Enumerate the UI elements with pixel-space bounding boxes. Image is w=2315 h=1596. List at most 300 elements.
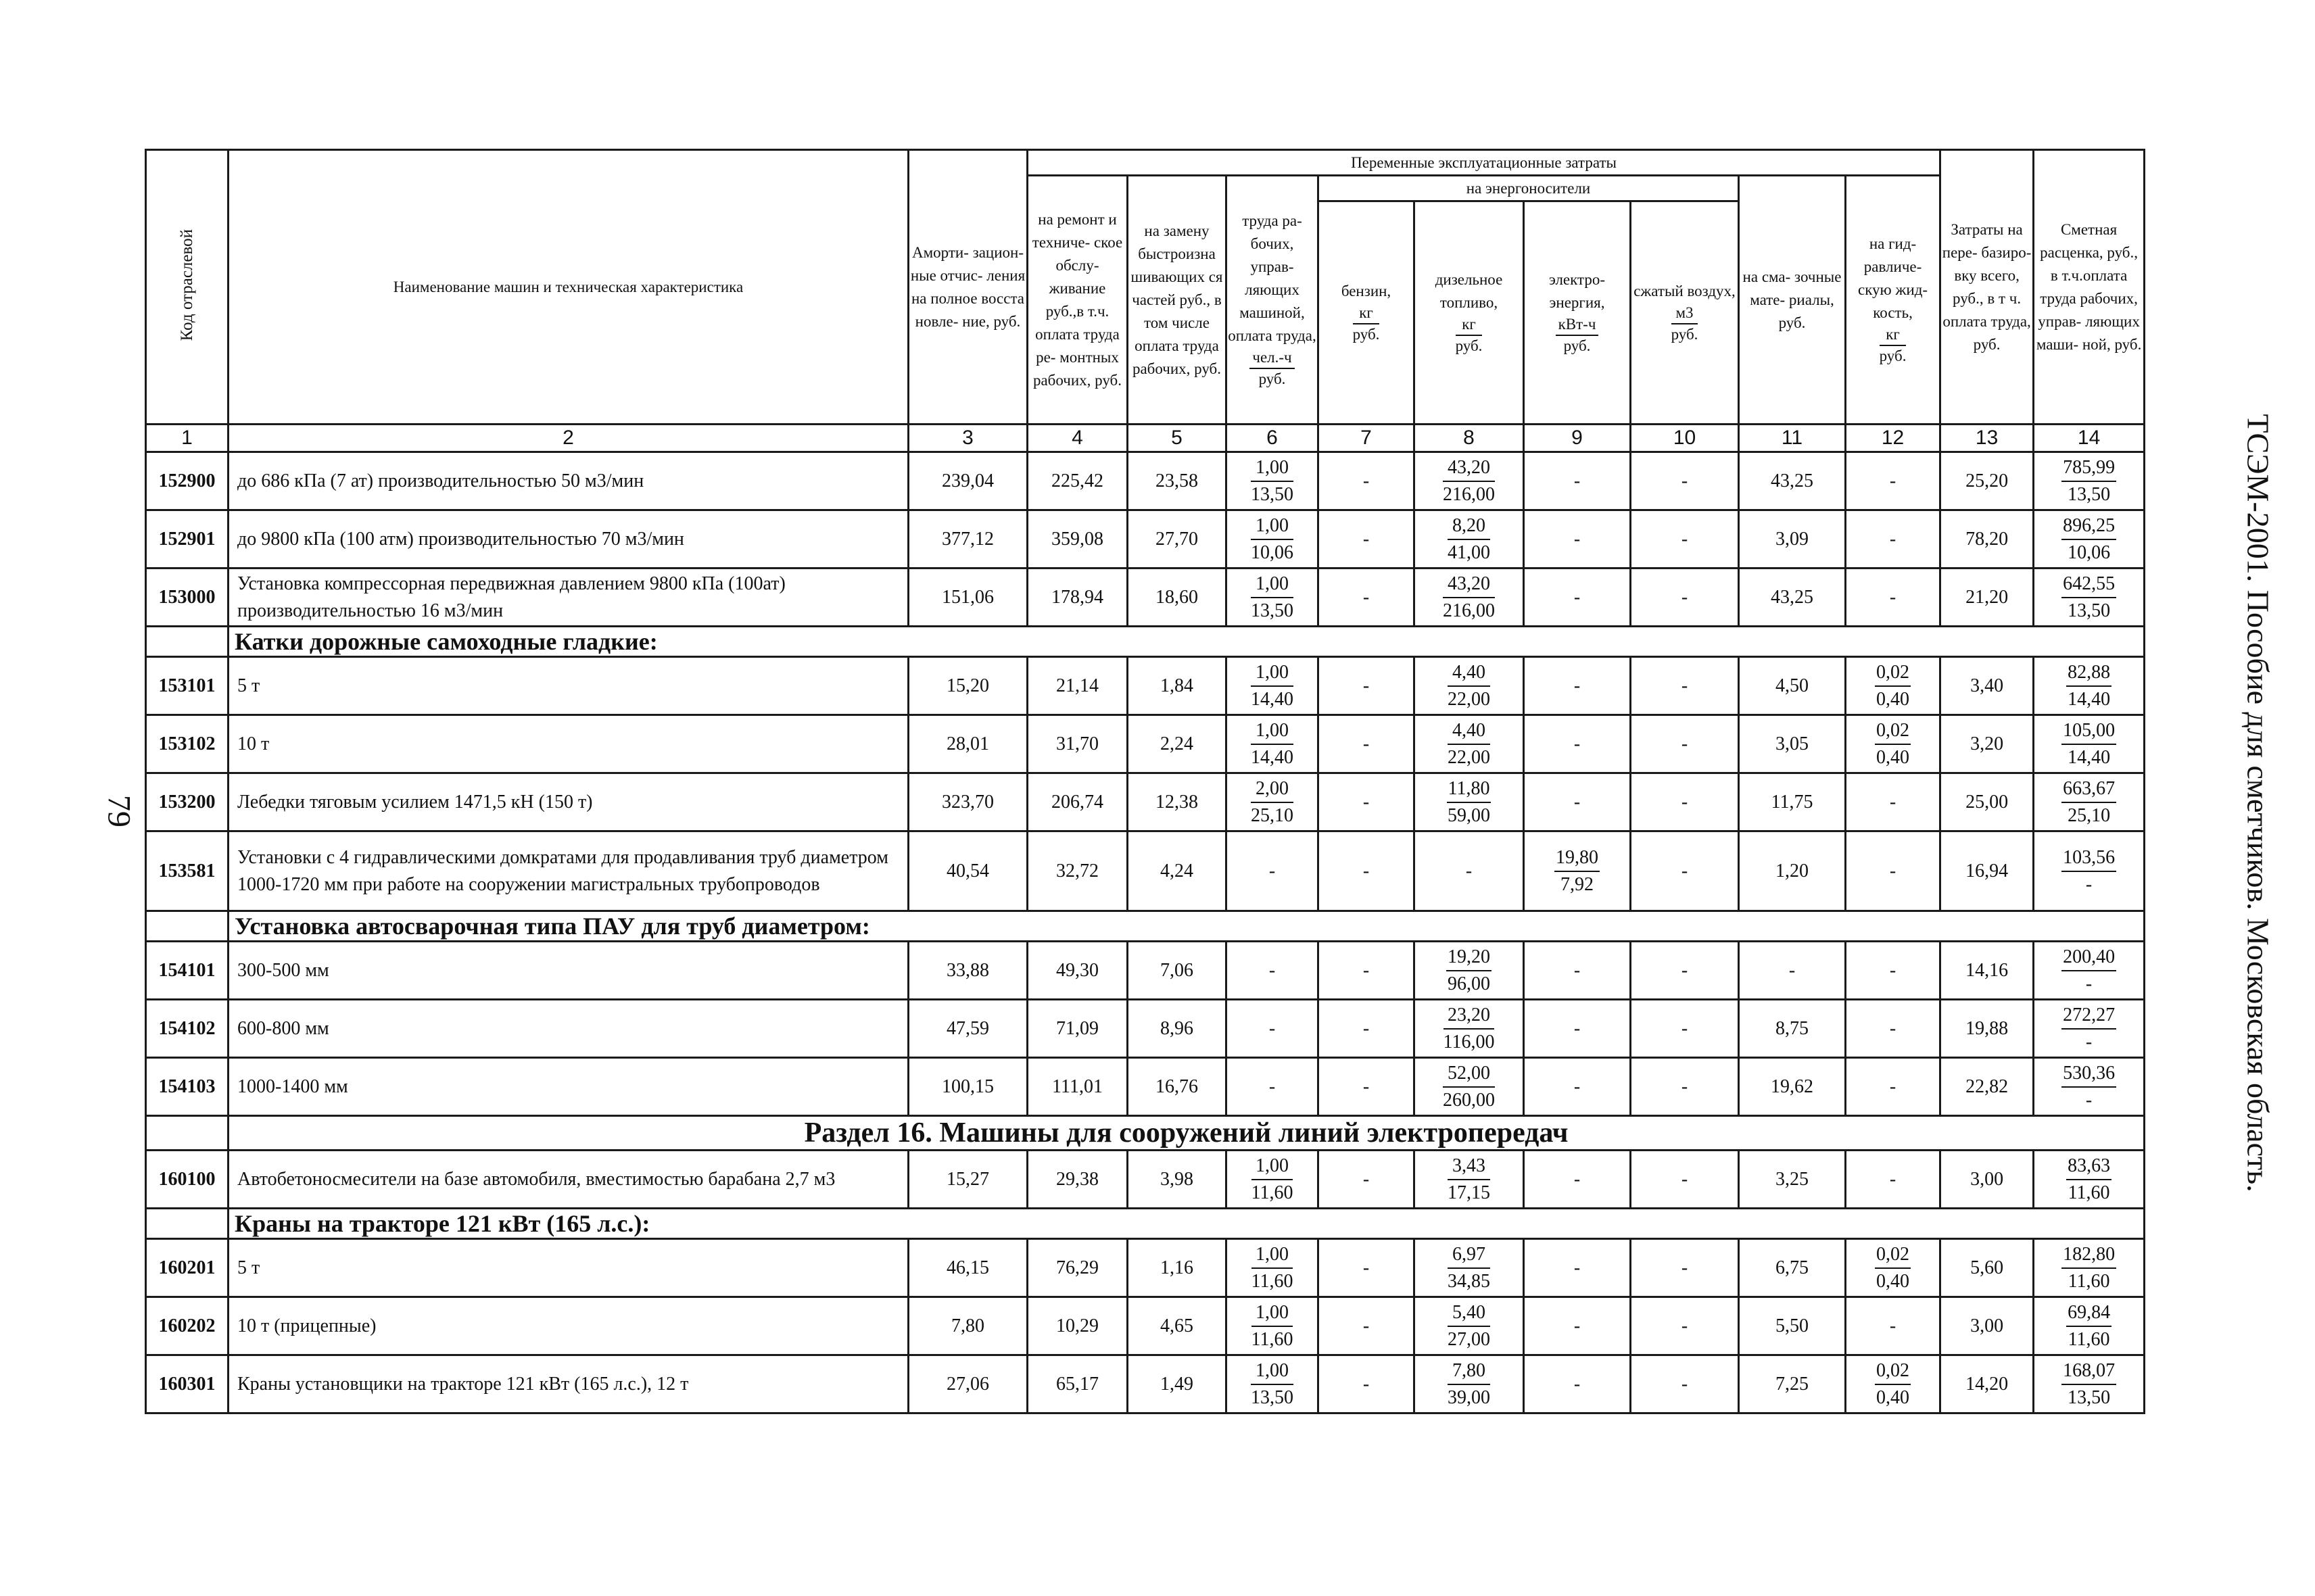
air-value: - — [1631, 569, 1739, 627]
group-title: Краны на тракторе 121 кВт (165 л.с.): — [229, 1209, 2145, 1239]
machine-code: 153000 — [146, 569, 229, 627]
diesel-value-fraction: $\frac{19,20}{96,00}$ — [1446, 944, 1491, 997]
diesel-value-fraction: $\frac{11,80}{59,00}$ — [1447, 776, 1491, 829]
column-number-9: 9 — [1524, 425, 1631, 452]
hydraulic-value — [1846, 715, 1940, 773]
petrol-value: - — [1318, 942, 1414, 1000]
machine-code: 160201 — [146, 1239, 229, 1297]
amortization-value: 15,27 — [909, 1151, 1028, 1209]
air-value: - — [1631, 1151, 1739, 1209]
transfer-value: 14,20 — [1940, 1355, 2034, 1413]
lube-value: 3,05 — [1739, 715, 1846, 773]
table-row — [146, 1151, 2145, 1209]
electric-value: - — [1524, 942, 1631, 1000]
estimate-value-fraction: $\frac{103,56}{-}$ — [2061, 845, 2116, 898]
air-value: - — [1631, 1239, 1739, 1297]
machine-name: 10 т (прицепные) — [229, 1297, 909, 1355]
repair-value: 21,14 — [1028, 657, 1128, 715]
column-number-2: 2 — [229, 425, 909, 452]
electric-value: - — [1524, 1151, 1631, 1209]
hydraulic-value: - — [1846, 569, 1940, 627]
transfer-value: 16,94 — [1940, 831, 2034, 911]
air-value: - — [1631, 1297, 1739, 1355]
labor-value-fraction: $\frac{1,00}{11,60}$ — [1251, 1300, 1293, 1353]
header-amortization: Аморти- зацион- ные отчис- ления на полное восста новле- ние, руб. — [909, 150, 1028, 425]
header-petrol-unit: $\frac{кг}{\text{руб.}}$ — [1352, 304, 1380, 343]
lube-value: 6,75 — [1739, 1239, 1846, 1297]
repair-value: 10,29 — [1028, 1297, 1128, 1355]
group-header-row — [146, 1209, 2145, 1239]
amortization-value: 46,15 — [909, 1239, 1028, 1297]
repair-value: 65,17 — [1028, 1355, 1128, 1413]
hydraulic-value: - — [1846, 1058, 1940, 1116]
labor-value-fraction: $\frac{1,00}{13,50}$ — [1251, 571, 1293, 624]
column-number-3: 3 — [909, 425, 1028, 452]
air-value: - — [1631, 1058, 1739, 1116]
amortization-value: 28,01 — [909, 715, 1028, 773]
replace-value: 1,49 — [1128, 1355, 1226, 1413]
replace-value: 7,06 — [1128, 942, 1226, 1000]
diesel-value — [1414, 1297, 1524, 1355]
electric-value: - — [1524, 715, 1631, 773]
empty-code-cell — [146, 627, 229, 657]
document-side-title: ТСЭМ-2001. Пособие для сметчиков. Московская область. — [2241, 414, 2276, 1192]
transfer-value: 21,20 — [1940, 569, 2034, 627]
air-value: - — [1631, 452, 1739, 510]
estimate-value — [2034, 942, 2145, 1000]
repair-value: 31,70 — [1028, 715, 1128, 773]
labor-value — [1226, 657, 1318, 715]
header-petrol-label: бензин, — [1341, 282, 1391, 299]
electric-value: - — [1524, 1000, 1631, 1058]
column-number-5: 5 — [1128, 425, 1226, 452]
header-hydraulic-unit: $\frac{кг}{\text{руб.}}$ — [1879, 325, 1907, 364]
air-value: - — [1631, 1355, 1739, 1413]
diesel-value — [1414, 657, 1524, 715]
amortization-value: 47,59 — [909, 1000, 1028, 1058]
estimate-value-fraction: $\frac{82,88}{14,40}$ — [2066, 660, 2111, 712]
machine-name: Краны установщики на тракторе 121 кВт (165 л.с.), 12 т — [229, 1355, 909, 1413]
labor-value: - — [1226, 1058, 1318, 1116]
repair-value: 206,74 — [1028, 773, 1128, 831]
machine-name: 1000-1400 мм — [229, 1058, 909, 1116]
estimate-value-fraction: $\frac{272,27}{-}$ — [2061, 1002, 2116, 1055]
estimate-value-fraction: $\frac{663,67}{25,10}$ — [2061, 776, 2116, 829]
transfer-value: 3,00 — [1940, 1151, 2034, 1209]
machine-name: 5 т — [229, 657, 909, 715]
repair-value: 29,38 — [1028, 1151, 1128, 1209]
diesel-value — [1414, 1355, 1524, 1413]
machine-name: до 686 кПа (7 ат) производительностью 50 м3/мин — [229, 452, 909, 510]
diesel-value — [1414, 1058, 1524, 1116]
diesel-value-fraction: $\frac{4,40}{22,00}$ — [1448, 718, 1490, 771]
table-row — [146, 831, 2145, 911]
amortization-value: 33,88 — [909, 942, 1028, 1000]
labor-value — [1226, 1355, 1318, 1413]
transfer-value: 5,60 — [1940, 1239, 2034, 1297]
column-number-4: 4 — [1028, 425, 1128, 452]
header-diesel — [1414, 201, 1524, 425]
header-hydraulic-label: на гид- равличе- скую жид- кость, — [1858, 235, 1928, 321]
header-lube: на сма- зочные мате- риалы, руб. — [1739, 176, 1846, 425]
replace-value: 3,98 — [1128, 1151, 1226, 1209]
repair-value: 76,29 — [1028, 1239, 1128, 1297]
labor-value: - — [1226, 1000, 1318, 1058]
labor-value-fraction: $\frac{2,00}{25,10}$ — [1251, 776, 1293, 829]
repair-value: 111,01 — [1028, 1058, 1128, 1116]
electric-value: - — [1524, 569, 1631, 627]
machine-code: 153101 — [146, 657, 229, 715]
header-diesel-unit: $\frac{кг}{\text{руб.}}$ — [1455, 315, 1483, 354]
labor-value — [1226, 452, 1318, 510]
header-variable-costs: Переменные эксплуатационные затраты — [1028, 150, 1940, 176]
empty-code-cell — [146, 1209, 229, 1239]
replace-value: 27,70 — [1128, 510, 1226, 569]
labor-value-fraction: $\frac{1,00}{14,40}$ — [1251, 660, 1293, 712]
replace-value: 16,76 — [1128, 1058, 1226, 1116]
electric-value: - — [1524, 773, 1631, 831]
hydraulic-value: - — [1846, 1000, 1940, 1058]
lube-value: 43,25 — [1739, 569, 1846, 627]
lube-value: 4,50 — [1739, 657, 1846, 715]
diesel-value — [1414, 510, 1524, 569]
electric-value: - — [1524, 1239, 1631, 1297]
repair-value: 32,72 — [1028, 831, 1128, 911]
header-labor-label: труда ра- бочих, управ- ляющих машиной, оплата труда, — [1228, 212, 1316, 344]
lube-value: 19,62 — [1739, 1058, 1846, 1116]
petrol-value: - — [1318, 1151, 1414, 1209]
header-air-unit: $\frac{м3}{\text{руб.}}$ — [1671, 304, 1698, 343]
machine-code: 152901 — [146, 510, 229, 569]
empty-code-cell — [146, 1116, 229, 1151]
transfer-value: 25,20 — [1940, 452, 2034, 510]
transfer-value: 22,82 — [1940, 1058, 2034, 1116]
estimate-value — [2034, 831, 2145, 911]
amortization-value: 27,06 — [909, 1355, 1028, 1413]
table-row — [146, 1297, 2145, 1355]
estimate-value-fraction: $\frac{83,63}{11,60}$ — [2066, 1153, 2111, 1206]
machine-name: Установки с 4 гидравлическими домкратами для продавливания труб диаметром 1000-1720 мм при работе на сооружении магистральных трубопроводов — [229, 831, 909, 911]
table-body — [146, 452, 2145, 1413]
air-value: - — [1631, 831, 1739, 911]
estimate-value — [2034, 452, 2145, 510]
estimate-value — [2034, 1355, 2145, 1413]
group-header-row — [146, 627, 2145, 657]
transfer-value: 14,16 — [1940, 942, 2034, 1000]
diesel-value — [1414, 452, 1524, 510]
hydraulic-value: - — [1846, 773, 1940, 831]
electric-value-fraction: $\frac{19,80}{7,92}$ — [1554, 845, 1600, 898]
replace-value: 1,16 — [1128, 1239, 1226, 1297]
machine-code: 154102 — [146, 1000, 229, 1058]
transfer-value: 3,20 — [1940, 715, 2034, 773]
estimate-value — [2034, 569, 2145, 627]
machine-code: 153102 — [146, 715, 229, 773]
hydraulic-value: - — [1846, 510, 1940, 569]
table-row — [146, 1058, 2145, 1116]
labor-value — [1226, 569, 1318, 627]
table-row — [146, 569, 2145, 627]
table-row — [146, 1000, 2145, 1058]
machine-code: 160301 — [146, 1355, 229, 1413]
diesel-value-fraction: $\frac{5,40}{27,00}$ — [1448, 1300, 1490, 1353]
petrol-value: - — [1318, 831, 1414, 911]
estimate-value — [2034, 657, 2145, 715]
labor-value — [1226, 510, 1318, 569]
amortization-value: 40,54 — [909, 831, 1028, 911]
machine-name: 10 т — [229, 715, 909, 773]
petrol-value: - — [1318, 569, 1414, 627]
estimate-value — [2034, 1058, 2145, 1116]
estimate-value-fraction: $\frac{182,80}{11,60}$ — [2061, 1242, 2116, 1295]
header-petrol — [1318, 201, 1414, 425]
electric-value: - — [1524, 657, 1631, 715]
hydraulic-value — [1846, 1355, 1940, 1413]
hydraulic-value: - — [1846, 831, 1940, 911]
air-value: - — [1631, 1000, 1739, 1058]
estimate-value-fraction: $\frac{530,36}{-}$ — [2061, 1061, 2116, 1113]
header-labor — [1226, 176, 1318, 425]
repair-value: 225,42 — [1028, 452, 1128, 510]
header-transfer: Затраты на пере- базиро- вку всего, руб., в т ч. оплата труда, руб. — [1940, 150, 2034, 425]
amortization-value: 323,70 — [909, 773, 1028, 831]
header-compressed-air — [1631, 201, 1739, 425]
machine-name: 300-500 мм — [229, 942, 909, 1000]
diesel-value-fraction: $\frac{6,97}{34,85}$ — [1448, 1242, 1490, 1295]
machine-name: Установка компрессорная передвижная давлением 9800 кПа (100ат) производительностью 16 м3/мин — [229, 569, 909, 627]
column-number-12: 12 — [1846, 425, 1940, 452]
hydraulic-value — [1846, 657, 1940, 715]
diesel-value — [1414, 1151, 1524, 1209]
header-code: Код отраслевой — [146, 150, 229, 425]
replace-value: 1,84 — [1128, 657, 1226, 715]
air-value: - — [1631, 715, 1739, 773]
table-row — [146, 510, 2145, 569]
hydraulic-value-fraction: $\frac{0,02}{0,40}$ — [1875, 660, 1911, 712]
petrol-value: - — [1318, 1355, 1414, 1413]
replace-value: 4,24 — [1128, 831, 1226, 911]
lube-value: 3,09 — [1739, 510, 1846, 569]
diesel-value — [1414, 773, 1524, 831]
table-row — [146, 942, 2145, 1000]
table-row — [146, 773, 2145, 831]
estimate-value — [2034, 1239, 2145, 1297]
petrol-value: - — [1318, 1239, 1414, 1297]
estimate-value — [2034, 1297, 2145, 1355]
amortization-value: 239,04 — [909, 452, 1028, 510]
labor-value-fraction: $\frac{1,00}{14,40}$ — [1251, 718, 1293, 771]
labor-value: - — [1226, 831, 1318, 911]
petrol-value: - — [1318, 1000, 1414, 1058]
diesel-value-fraction: $\frac{23,20}{116,00}$ — [1443, 1002, 1495, 1055]
estimate-value-fraction: $\frac{69,84}{11,60}$ — [2066, 1300, 2111, 1353]
diesel-value — [1414, 715, 1524, 773]
machine-code: 160202 — [146, 1297, 229, 1355]
hydraulic-value: - — [1846, 1151, 1940, 1209]
hydraulic-value-fraction: $\frac{0,02}{0,40}$ — [1875, 1242, 1911, 1295]
transfer-value: 78,20 — [1940, 510, 2034, 569]
electric-value: - — [1524, 510, 1631, 569]
diesel-value-fraction: $\frac{52,00}{260,00}$ — [1443, 1061, 1495, 1113]
machine-name: 5 т — [229, 1239, 909, 1297]
header-diesel-label: дизельное топливо, — [1435, 270, 1503, 311]
table-row — [146, 657, 2145, 715]
page-number: 79 — [101, 795, 137, 827]
amortization-value: 377,12 — [909, 510, 1028, 569]
electric-value: - — [1524, 1297, 1631, 1355]
labor-value-fraction: $\frac{1,00}{13,50}$ — [1251, 455, 1293, 508]
column-number-13: 13 — [1940, 425, 2034, 452]
hydraulic-value: - — [1846, 942, 1940, 1000]
electric-value: - — [1524, 1355, 1631, 1413]
diesel-value — [1414, 942, 1524, 1000]
amortization-value: 7,80 — [909, 1297, 1028, 1355]
machine-name: до 9800 кПа (100 атм) производительностью 70 м3/мин — [229, 510, 909, 569]
air-value: - — [1631, 773, 1739, 831]
machine-name: Автобетоносмесители на базе автомобиля, вместимостью барабана 2,7 м3 — [229, 1151, 909, 1209]
section-header-row — [146, 1116, 2145, 1151]
replace-value: 4,65 — [1128, 1297, 1226, 1355]
header-energy: на энергоносители — [1318, 176, 1739, 201]
column-numbers-row — [146, 425, 2145, 452]
column-number-6: 6 — [1226, 425, 1318, 452]
lube-value: 5,50 — [1739, 1297, 1846, 1355]
estimate-value-fraction: $\frac{200,40}{-}$ — [2061, 944, 2116, 997]
header-air-label: сжатый воздух, — [1633, 282, 1736, 299]
replace-value: 23,58 — [1128, 452, 1226, 510]
transfer-value: 3,00 — [1940, 1297, 2034, 1355]
estimate-value — [2034, 715, 2145, 773]
amortization-value: 151,06 — [909, 569, 1028, 627]
column-number-7: 7 — [1318, 425, 1414, 452]
transfer-value: 19,88 — [1940, 1000, 2034, 1058]
column-number-8: 8 — [1414, 425, 1524, 452]
section-title: Раздел 16. Машины для сооружений линий электропередач — [229, 1116, 2145, 1151]
header-electric-label: электро- энергия, — [1548, 270, 1605, 311]
estimate-value-fraction: $\frac{105,00}{14,40}$ — [2061, 718, 2116, 771]
column-number-11: 11 — [1739, 425, 1846, 452]
petrol-value: - — [1318, 1058, 1414, 1116]
diesel-value-fraction: $\frac{3,43}{17,15}$ — [1448, 1153, 1490, 1206]
header-hydraulic — [1846, 176, 1940, 425]
labor-value: - — [1226, 942, 1318, 1000]
labor-value — [1226, 773, 1318, 831]
machine-code: 153581 — [146, 831, 229, 911]
header-labor-unit: $\frac{\text{чел.-ч}}{\text{руб.}}$ — [1249, 347, 1294, 389]
estimate-table-sheet — [145, 149, 2143, 1414]
diesel-value-fraction: $\frac{4,40}{22,00}$ — [1448, 660, 1490, 712]
petrol-value: - — [1318, 510, 1414, 569]
header-electric — [1524, 201, 1631, 425]
table-row — [146, 715, 2145, 773]
diesel-value — [1414, 1239, 1524, 1297]
amortization-value: 100,15 — [909, 1058, 1028, 1116]
transfer-value: 3,40 — [1940, 657, 2034, 715]
petrol-value: - — [1318, 657, 1414, 715]
machine-code: 160100 — [146, 1151, 229, 1209]
header-estimate: Сметная расценка, руб., в т.ч.оплата труда рабочих, управ- ляющих маши- ной, руб. — [2034, 150, 2145, 425]
machine-code: 153200 — [146, 773, 229, 831]
diesel-value-fraction: $\frac{43,20}{216,00}$ — [1443, 455, 1495, 508]
replace-value: 8,96 — [1128, 1000, 1226, 1058]
machine-rates-table — [145, 149, 2145, 1414]
lube-value: 3,25 — [1739, 1151, 1846, 1209]
air-value: - — [1631, 942, 1739, 1000]
petrol-value: - — [1318, 773, 1414, 831]
estimate-value-fraction: $\frac{168,07}{13,50}$ — [2061, 1358, 2116, 1411]
lube-value: 1,20 — [1739, 831, 1846, 911]
empty-code-cell — [146, 911, 229, 942]
lube-value: - — [1739, 942, 1846, 1000]
column-number-10: 10 — [1631, 425, 1739, 452]
hydraulic-value — [1846, 1239, 1940, 1297]
labor-value-fraction: $\frac{1,00}{11,60}$ — [1251, 1153, 1293, 1206]
machine-name: Лебедки тяговым усилием 1471,5 кН (150 т) — [229, 773, 909, 831]
lube-value: 43,25 — [1739, 452, 1846, 510]
petrol-value: - — [1318, 452, 1414, 510]
header-electric-unit: $\frac{\text{кВт-ч}}{\text{руб.}}$ — [1556, 314, 1599, 356]
labor-value — [1226, 1239, 1318, 1297]
diesel-value — [1414, 569, 1524, 627]
estimate-value — [2034, 773, 2145, 831]
labor-value-fraction: $\frac{1,00}{10,06}$ — [1251, 513, 1293, 566]
air-value: - — [1631, 657, 1739, 715]
header-repair: на ремонт и техниче- ское обслу- живание руб.,в т.ч. оплата труда ре- монтных рабочих, руб. — [1028, 176, 1128, 425]
hydraulic-value-fraction: $\frac{0,02}{0,40}$ — [1875, 1358, 1911, 1411]
machine-name: 600-800 мм — [229, 1000, 909, 1058]
repair-value: 178,94 — [1028, 569, 1128, 627]
machine-code: 154103 — [146, 1058, 229, 1116]
transfer-value: 25,00 — [1940, 773, 2034, 831]
group-title: Установка автосварочная типа ПАУ для труб диаметром: — [229, 911, 2145, 942]
petrol-value: - — [1318, 715, 1414, 773]
electric-value — [1524, 831, 1631, 911]
diesel-value-fraction: $\frac{43,20}{216,00}$ — [1443, 571, 1495, 624]
estimate-value — [2034, 1000, 2145, 1058]
repair-value: 49,30 — [1028, 942, 1128, 1000]
labor-value — [1226, 1297, 1318, 1355]
lube-value: 8,75 — [1739, 1000, 1846, 1058]
lube-value: 11,75 — [1739, 773, 1846, 831]
air-value: - — [1631, 510, 1739, 569]
diesel-value-fraction: $\frac{8,20}{41,00}$ — [1448, 513, 1490, 566]
diesel-value: - — [1414, 831, 1524, 911]
amortization-value: 15,20 — [909, 657, 1028, 715]
header-replace: на замену быстроизна шивающих ся частей руб., в том числе оплата труда рабочих, руб. — [1128, 176, 1226, 425]
header-name: Наименование машин и техническая характеристика — [229, 150, 909, 425]
labor-value-fraction: $\frac{1,00}{11,60}$ — [1251, 1242, 1293, 1295]
column-number-14: 14 — [2034, 425, 2145, 452]
column-number-1: 1 — [146, 425, 229, 452]
lube-value: 7,25 — [1739, 1355, 1846, 1413]
estimate-value-fraction: $\frac{642,55}{13,50}$ — [2061, 571, 2116, 624]
hydraulic-value: - — [1846, 452, 1940, 510]
estimate-value — [2034, 510, 2145, 569]
labor-value-fraction: $\frac{1,00}{13,50}$ — [1251, 1358, 1293, 1411]
group-header-row — [146, 911, 2145, 942]
labor-value — [1226, 715, 1318, 773]
repair-value: 71,09 — [1028, 1000, 1128, 1058]
diesel-value-fraction: $\frac{7,80}{39,00}$ — [1448, 1358, 1490, 1411]
replace-value: 12,38 — [1128, 773, 1226, 831]
replace-value: 18,60 — [1128, 569, 1226, 627]
estimate-value-fraction: $\frac{785,99}{13,50}$ — [2061, 455, 2116, 508]
electric-value: - — [1524, 452, 1631, 510]
petrol-value: - — [1318, 1297, 1414, 1355]
table-row — [146, 452, 2145, 510]
hydraulic-value-fraction: $\frac{0,02}{0,40}$ — [1875, 718, 1911, 771]
table-row — [146, 1355, 2145, 1413]
